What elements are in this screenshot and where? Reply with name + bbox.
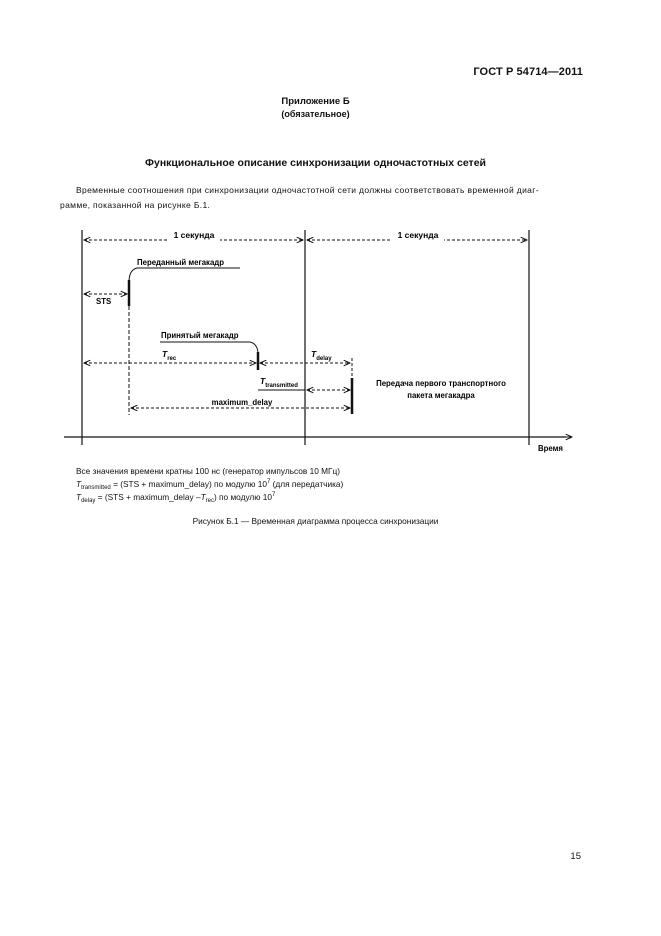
page-number: 15 — [570, 851, 581, 862]
annex-title: Приложение Б — [281, 96, 350, 107]
second-label-right: 1 секунда — [397, 230, 439, 240]
note-2-exp: 7 — [267, 479, 271, 485]
note-2-tail: (для передатчика) — [270, 479, 344, 489]
first-packet-line-1: Передача первого транспортного — [376, 379, 506, 388]
note-3-exp: 7 — [272, 492, 276, 498]
note-3-sub2: rec — [205, 498, 214, 504]
transmitted-leader — [129, 268, 240, 305]
second-label-left: 1 секунда — [173, 230, 215, 240]
first-packet-line-2: пакета мегакадра — [407, 391, 475, 400]
max-delay-label: maximum_delay — [211, 398, 273, 407]
t-transmitted-sub: transmitted — [265, 383, 298, 389]
note-2-rest: = (STS + maximum_delay) по модулю 10 — [110, 479, 268, 489]
transmitted-label: Переданный мегакадр — [137, 258, 224, 267]
note-2 — [76, 479, 343, 491]
t-transmitted-T: T — [260, 376, 266, 386]
t-delay-sub: delay — [316, 356, 332, 362]
note-1: Все значения времени кратны 100 нс (генератор импульсов 10 МГц) — [76, 466, 341, 476]
note-3-rest2: ) по модулю 10 — [213, 492, 273, 502]
note-3-sub: delay — [81, 498, 96, 504]
body-line-2: рамме, показанной на рисунке Б.1. — [60, 200, 211, 210]
note-3-T: T — [76, 492, 82, 502]
t-delay-label — [311, 349, 332, 362]
annex-status-text: (обязательное) — [281, 109, 350, 119]
section-heading: Функциональное описание синхронизации одночастотных сетей — [145, 157, 486, 169]
t-rec-sub: rec — [167, 356, 177, 362]
sts-label: STS — [96, 297, 112, 306]
received-label: Принятый мегакадр — [161, 331, 239, 340]
figure-caption: Рисунок Б.1 — Временная диаграмма процесса синхронизации — [192, 516, 439, 526]
standard-number: ГОСТ Р 54714—2011 — [473, 66, 583, 78]
note-2-sub: transmitted — [81, 485, 111, 491]
time-axis-label: Время — [538, 444, 563, 453]
t-transmitted-label — [260, 376, 298, 389]
t-rec-T: T — [162, 349, 168, 359]
note-3-T2: T — [200, 492, 206, 502]
t-delay-T: T — [311, 349, 317, 359]
note-3 — [76, 492, 275, 504]
received-leader — [160, 342, 258, 368]
body-line-1: Временные соотношения при синхронизации одночастотной сети должны соответствовать временной диаг- — [76, 185, 539, 195]
t-rec-label — [162, 349, 177, 362]
note-2-T: T — [76, 479, 82, 489]
note-3-rest: = (STS + maximum_delay – — [95, 492, 201, 502]
